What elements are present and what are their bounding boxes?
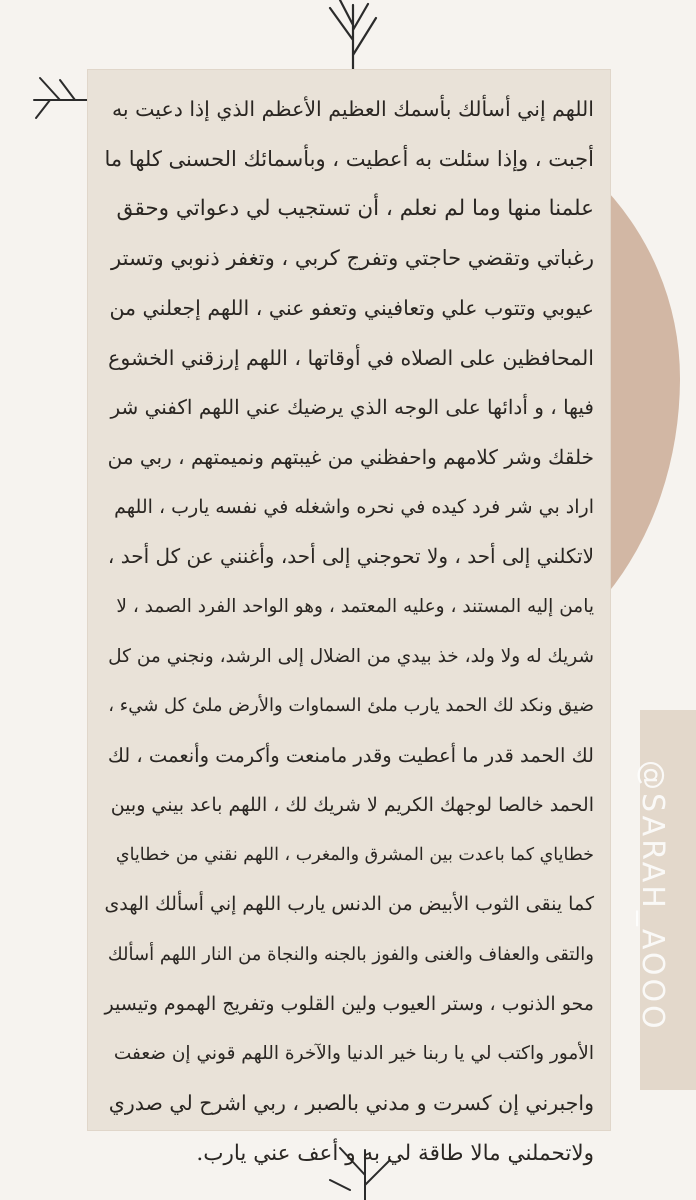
prayer-line: اراد بي شر فرد كيده في نحره واشغله في نفسه يارب ، اللهم [114, 495, 594, 518]
prayer-line: اللهم إني أسألك بأسمك العظيم الأعظم الذي إذا دعيت به [111, 97, 594, 121]
watermark [360, 760, 670, 1032]
twig-top-icon [318, 0, 388, 80]
prayer-line: خلقك وشر كلامهم واحفظني من غيبتهم ونميمتهم ، ربي من [107, 444, 594, 469]
prayer-line: المحافظين على الصلاه في أوقاتها ، اللهم إرزقني الخشوع [108, 345, 594, 370]
prayer-line: محو الذنوب ، وستر العيوب ولين القلوب وتفريج الهموم وتيسير [104, 992, 594, 1015]
prayer-line: والتقى والعفاف والغنى والفوز بالجنه والنجاة من النار اللهم أسألك [107, 943, 594, 965]
prayer-line: عيوبي وتتوب علي وتعافيني وتعفو عني ، اللهم إجعلني من [109, 295, 594, 320]
prayer-line: خطاياي كما باعدت بين المشرق والمغرب ، اللهم نقني من خطاياي [115, 844, 594, 865]
prayer-line: ولاتحملني مالا طاقة لي به و أعف عني يارب. [196, 1140, 594, 1166]
prayer-line: فيها ، و أدائها على الوجه الذي يرضيك عني اللهم اكفني شر [110, 395, 594, 420]
prayer-text [104, 85, 594, 1178]
prayer-line: أجبت ، وإذا سئلت به أعطيت ، وبأسمائك الحسنى كلها ما [104, 146, 594, 171]
prayer-line: كما ينقى الثوب الأبيض من الدنس يارب اللهم إني أسألك الهدى [104, 893, 594, 916]
prayer-line: الأمور واكتب لي يا ربنا خير الدنيا والآخرة اللهم قوني إن ضعفت [113, 1043, 594, 1065]
prayer-line: لك الحمد قدر ما أعطيت وقدر مامنعت وأكرمت وأنعمت ، لك [107, 744, 594, 768]
prayer-line: الحمد خالصا لوجهك الكريم لا شريك لك ، اللهم باعد بيني وبين [110, 793, 594, 816]
prayer-line: علمنا منها وما لم نعلم ، أن تستجيب لي دعواتي وحقق [116, 196, 594, 222]
prayer-line: رغباتي وتقضي حاجتي وتفرج كربي ، وتغفر ذنوبي وتستر [111, 246, 594, 271]
prayer-line: ضيق ونكد لك الحمد يارب ملئ السماوات والأرض ملئ كل شيء ، [108, 695, 594, 717]
twig-left-icon [30, 70, 90, 120]
prayer-line: لاتكلني إلى أحد ، ولا تحوجني إلى أحد، وأغنني عن كل أحد ، [107, 544, 594, 569]
prayer-line: واجبرني إن كسرت و مدني بالصبر ، ربي اشرح لي صدري [108, 1091, 594, 1116]
prayer-line: يامن إليه المستند ، وعليه المعتمد ، وهو الواحد الفرد الصمد ، لا [116, 596, 594, 618]
watermark-text: @SARAH_AOOO [635, 760, 670, 1032]
prayer-line: شريك له ولا ولد، خذ بيدي من الضلال إلى الرشد، ونجني من كل [108, 645, 594, 667]
